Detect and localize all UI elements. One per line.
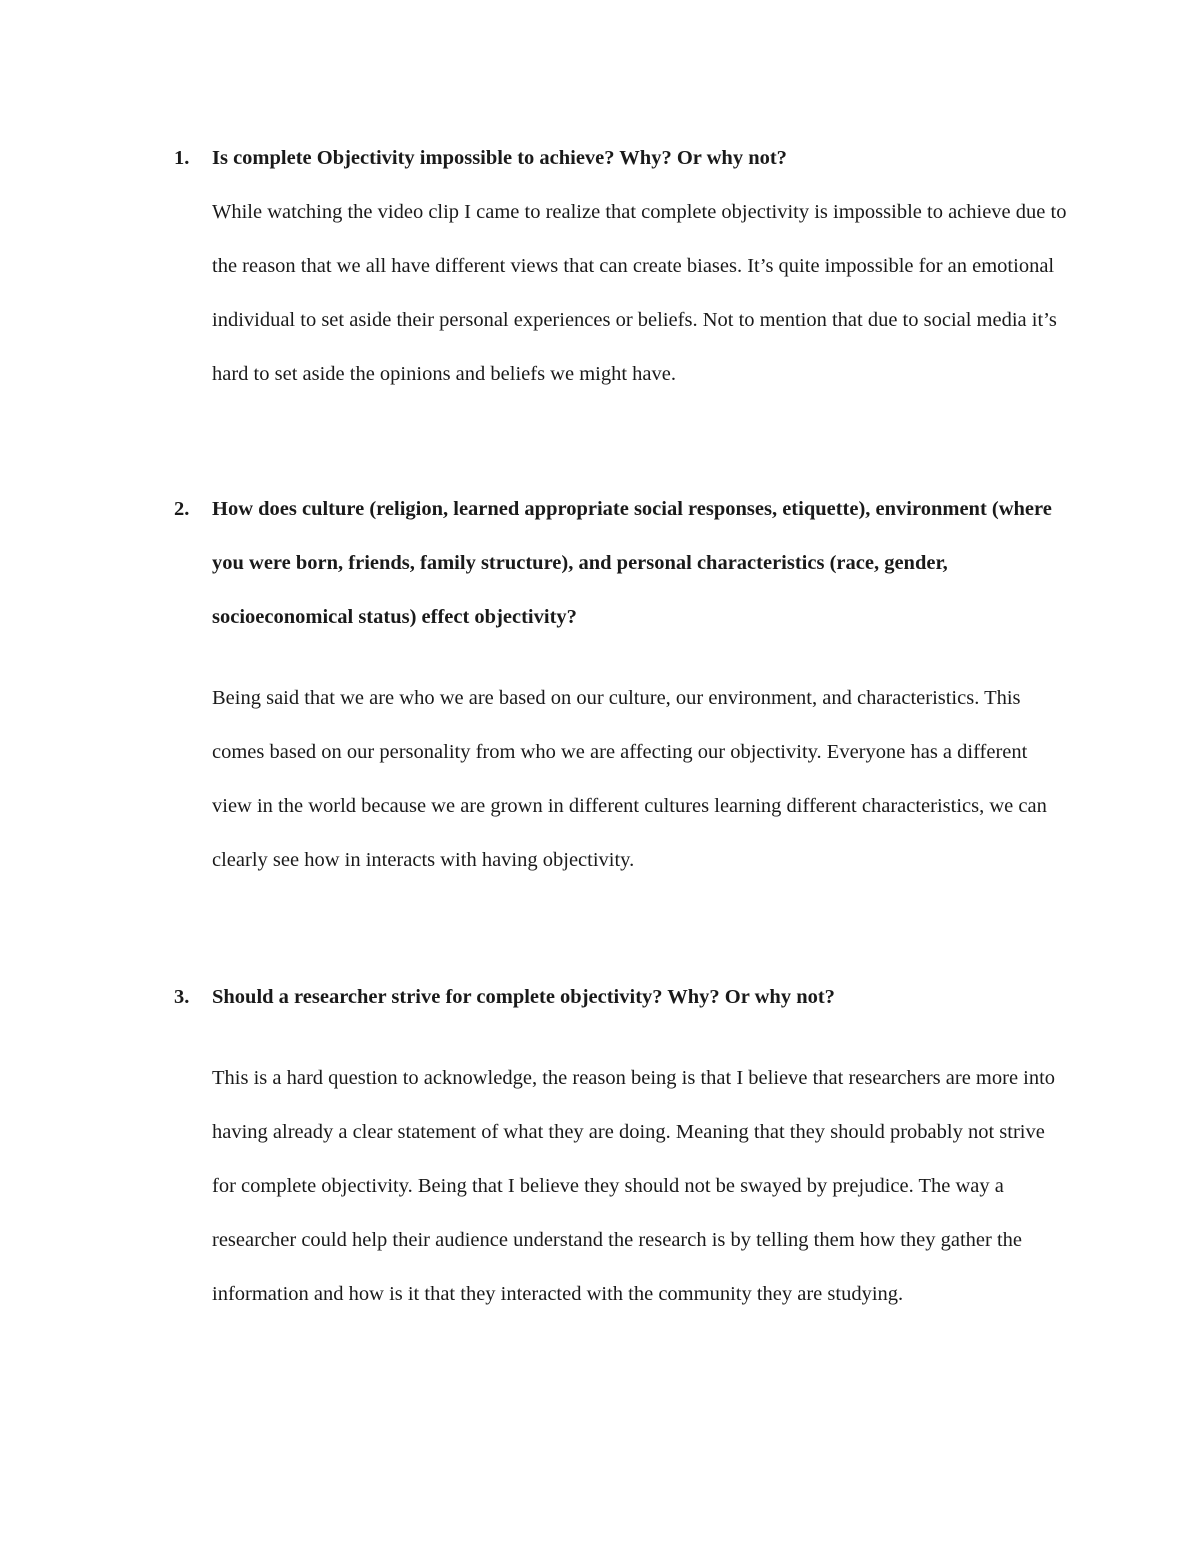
- question-1: [174, 131, 1074, 401]
- answer-paragraph: Being said that we are who we are based on our culture, our environment, and characteristics. This comes based on our personality from who we are affecting our objectivity. Everyone has a different view in the world because we are grown in different cultures learning different characteristics, we can clearly see how in interacts with having objectivity.: [212, 687, 1047, 871]
- answer-paragraph: While watching the video clip I came to realize that complete objectivity is impossible to achieve due to the reason that we all have different views that can create biases. It’s quite impossible for an emotional individual to set aside their personal experiences or beliefs. Not to mention that due to social media it’s hard to set aside the opinions and beliefs we might have.: [212, 201, 1067, 385]
- question-title: Should a researcher strive for complete objectivity? Why? Or why not?: [212, 986, 835, 1008]
- question-3-heading: [174, 970, 1074, 1024]
- question-number: 3.: [174, 986, 190, 1008]
- question-1-heading: [174, 131, 1074, 185]
- question-number: 1.: [174, 147, 190, 169]
- question-2-heading: [174, 482, 1074, 644]
- question-title: How does culture (religion, learned appropriate social responses, etiquette), environment (where you were born, friends, family structure), and personal characteristics (race, gender, socioeconomical status) effect objectivity?: [212, 498, 1052, 628]
- question-number: 2.: [174, 498, 190, 520]
- question-3: [174, 970, 1074, 1321]
- answer-paragraph: This is a hard question to acknowledge, the reason being is that I believe that researchers are more into having already a clear statement of what they are doing. Meaning that they should probably not strive for complete objectivity. Being that I believe they should not be swayed by prejudice. The way a researcher could help their audience understand the research is by telling them how they gather the information and how is it that they interacted with the community they are studying.: [212, 1067, 1056, 1305]
- question-2: [174, 482, 1074, 887]
- question-title: Is complete Objectivity impossible to achieve? Why? Or why not?: [212, 147, 787, 169]
